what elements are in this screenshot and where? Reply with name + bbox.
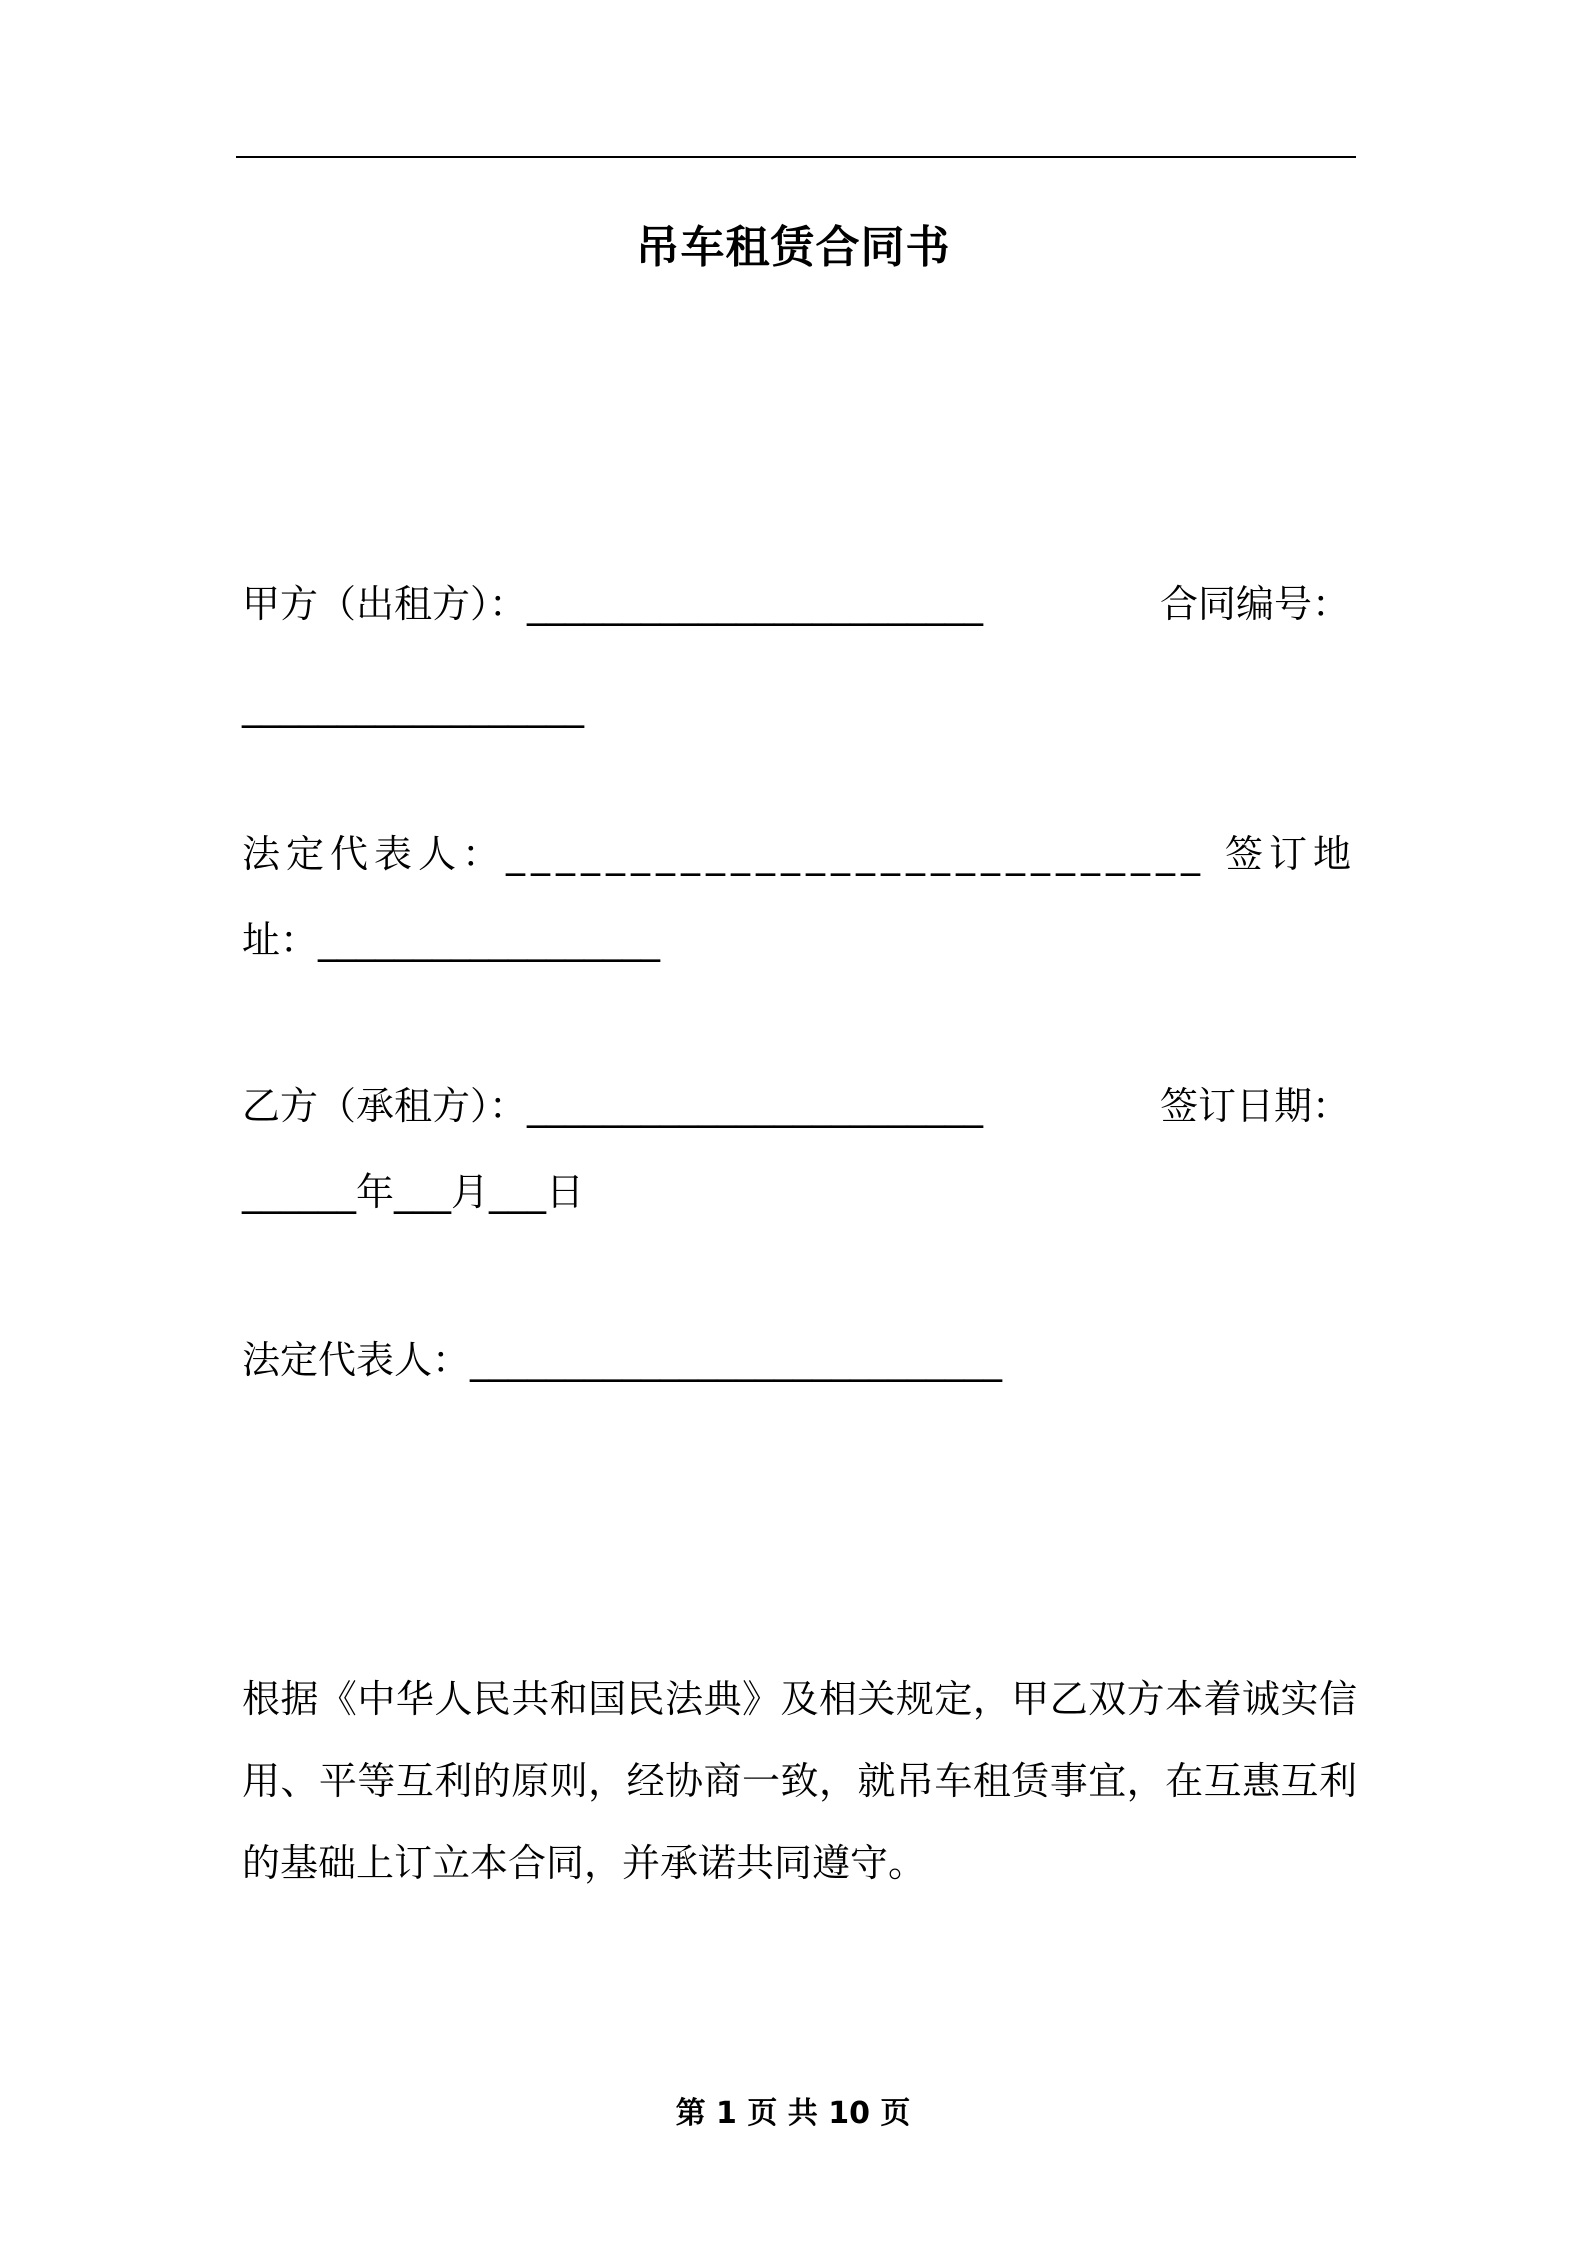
party-a-line: 甲方（出租方）：________________________ (242, 582, 984, 626)
header-rule (236, 156, 1356, 158)
sign-place-label: 签订地 (1224, 832, 1357, 876)
intro-paragraph: 根据《中华人民共和国民法典》及相关规定，甲乙双方本着诚实信用、平等互利的原则，经协商一致，就吊车租赁事宜，在互惠互利的基础上订立本合同，并承诺共同遵守。 (242, 1677, 1357, 1885)
party-b-line: 乙方（承租方）：________________________ (242, 1084, 984, 1128)
sign-date-label: 签订日期： (1160, 1084, 1351, 1128)
sign-place-blank: 址：__________________ (242, 918, 661, 962)
contract-no-blank: __________________ (242, 684, 584, 728)
sign-date-blank: ______年___月___日 (242, 1170, 585, 1214)
contract-no-label: 合同编号： (1160, 582, 1351, 626)
document-title: 吊车租赁合同书 (635, 222, 951, 273)
page-footer: 第 1 页 共 10 页 (675, 2096, 911, 2131)
rep-b-line: 法定代表人：____________________________ (242, 1338, 1003, 1382)
rep-a-line: 法定代表人：____________________________ (242, 832, 1207, 876)
